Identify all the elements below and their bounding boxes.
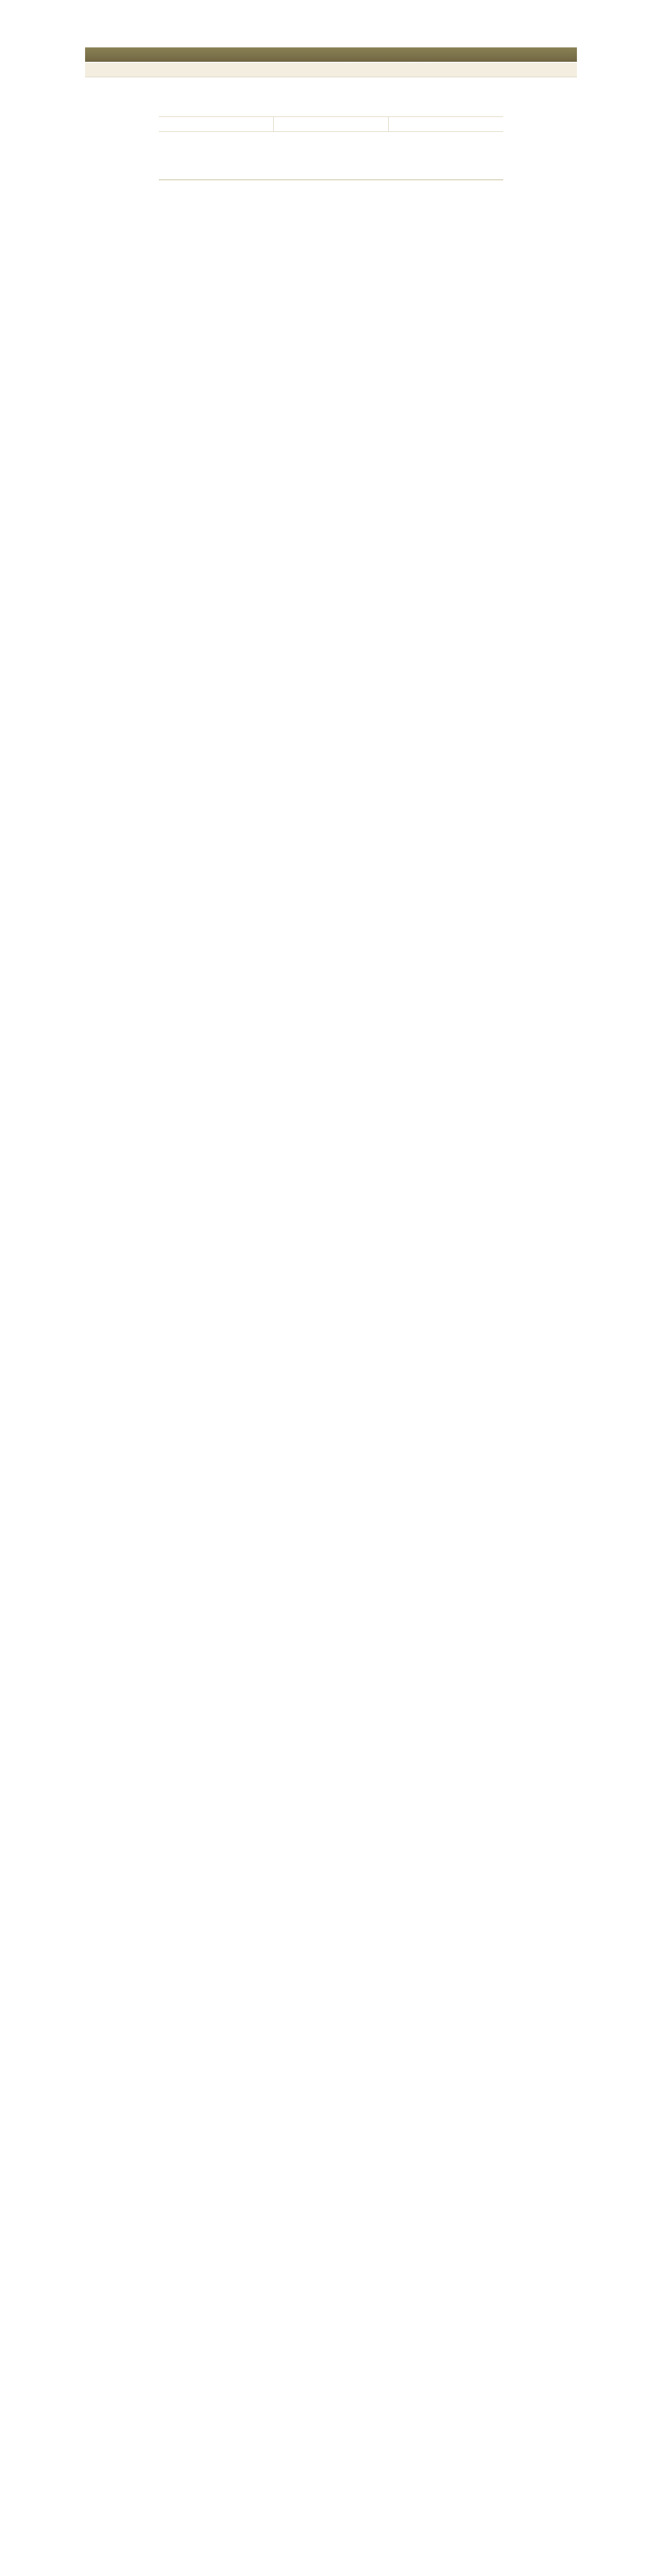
right-margin: [577, 0, 662, 2576]
site-header: [85, 0, 577, 45]
main-nav: [85, 47, 577, 62]
toc-link[interactable]: [274, 117, 389, 131]
site-logo[interactable]: [85, 3, 183, 43]
work-title-row: [159, 93, 503, 103]
sub-nav: [85, 63, 577, 77]
divider: [159, 179, 503, 180]
pager: [159, 116, 503, 132]
prev-episode-link[interactable]: [159, 117, 274, 131]
novel-content: [159, 77, 503, 2576]
next-episode-link[interactable]: [389, 117, 503, 131]
